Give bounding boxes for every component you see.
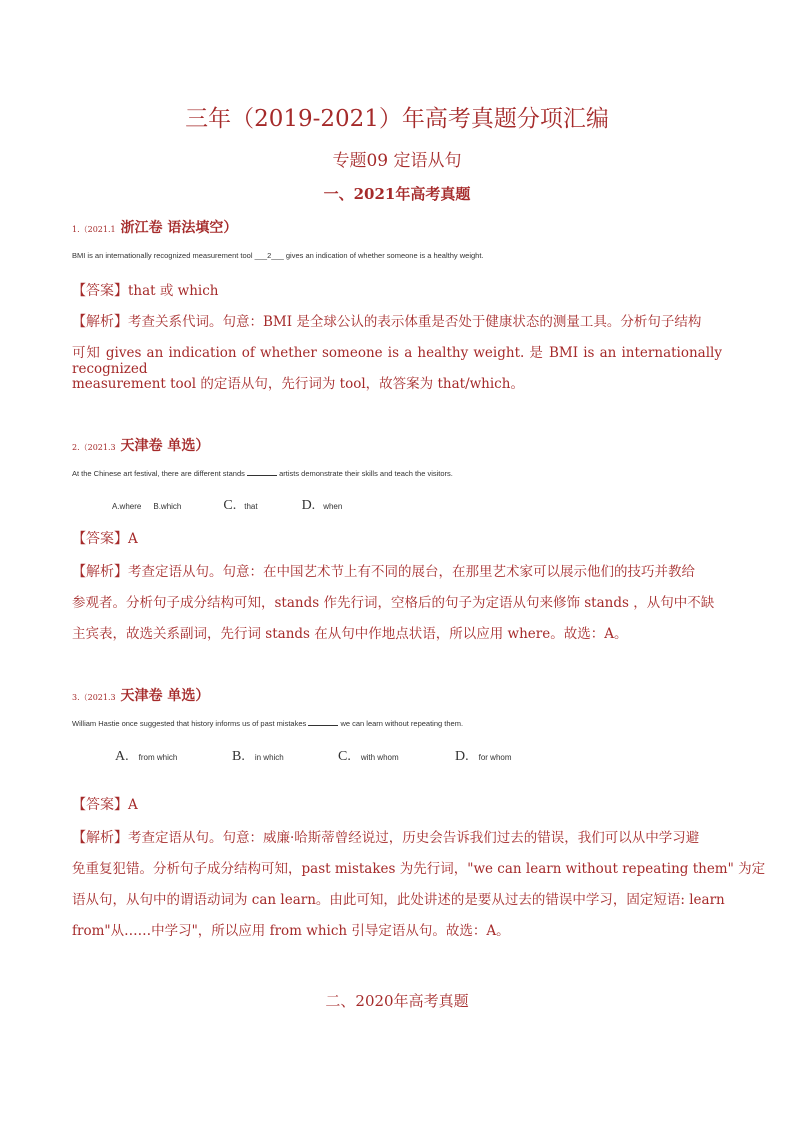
question-3-heading <box>72 685 209 705</box>
answer-blank <box>308 724 338 726</box>
question-3-source: 天津卷 单选） <box>120 688 210 704</box>
answer-label: 【答案】 <box>72 531 128 547</box>
question-2-stem-part-b: artists demonstrate their skills and teach the visitors. <box>279 469 453 478</box>
question-3-stem-part-a: William Hastie once suggested that history informs us of past mistakes <box>72 719 307 728</box>
option-letter: A. <box>115 749 129 764</box>
question-1-analysis-line-3: measurement tool 的定语从句，先行词为 tool，故答案为 that/which。 <box>72 376 524 392</box>
question-1-source: 浙江卷 语法填空） <box>120 220 238 236</box>
analysis-label: 【解析】 <box>72 830 128 846</box>
question-3-answer <box>72 794 138 814</box>
answer-value: A <box>128 531 138 547</box>
question-2-number: 2.（2021.3 <box>72 443 116 452</box>
answer-label: 【答案】 <box>72 283 128 299</box>
question-2-heading <box>72 435 209 455</box>
document-subtitle: 专题09 定语从句 <box>332 151 462 171</box>
question-1-analysis-line-1 <box>72 310 722 331</box>
question-1-analysis-line-2: 可知 gives an indication of whether someone is a healthy weight. 是 BMI is an internationally recognized <box>72 345 722 377</box>
question-3-option-a <box>115 747 177 765</box>
option-c-letter: C. <box>223 498 237 513</box>
question-2-source: 天津卷 单选） <box>120 438 210 454</box>
question-3-option-d <box>455 747 512 765</box>
option-text: from which <box>138 753 178 762</box>
option-letter: C. <box>338 749 351 764</box>
analysis-label: 【解析】 <box>72 564 128 580</box>
option-text: for whom <box>478 753 512 762</box>
option-b: B.which <box>153 502 182 511</box>
question-1-blank-number: 2 <box>267 251 272 260</box>
answer-value: that 或 which <box>128 283 219 299</box>
question-1-stem-part-a: BMI is an internationally recognized measurement tool ___ <box>72 251 268 260</box>
question-3-analysis-line-4: from"从……中学习"，所以应用 from which 引导定语从句。故选：A。 <box>72 923 510 939</box>
answer-blank <box>247 474 277 476</box>
question-2-analysis-line-3: 主宾表，故选关系副词，先行词 stands 在从句中作地点状语，所以应用 where。故选：A。 <box>72 626 628 642</box>
question-1-stem-part-b: ___ gives an indication of whether someone is a healthy weight. <box>271 251 484 260</box>
question-1-answer <box>72 279 219 300</box>
question-3-stem-part-b: we can learn without repeating them. <box>340 719 464 728</box>
question-3-stem <box>72 719 463 728</box>
question-3-number: 3.（2021.3 <box>72 693 116 702</box>
option-letter: B. <box>232 749 245 764</box>
option-d-letter: D. <box>301 498 316 513</box>
question-2-stem <box>72 469 453 478</box>
question-3-option-b <box>232 747 284 765</box>
option-letter: D. <box>455 749 469 764</box>
option-a: A.where <box>112 502 142 511</box>
analysis-label: 【解析】 <box>72 314 128 330</box>
question-1-number: 1.（2021.1 <box>72 225 116 234</box>
question-3-analysis-line-3: 语从句，从句中的谓语动词为 can learn。由此可知，此处讲述的是要从过去的错误中学习，固定短语: learn <box>72 892 725 908</box>
section-heading-2021: 一、2021年高考真题 <box>323 185 471 203</box>
question-1-stem <box>72 251 484 260</box>
question-2-stem-part-a: At the Chinese art festival, there are different stands <box>72 469 245 478</box>
section-heading-2020: 二、2020年高考真题 <box>325 992 469 1010</box>
question-3-option-c <box>338 747 399 765</box>
analysis-text: 考查定语从句。句意：在中国艺术节上有不同的展台，在那里艺术家可以展示他们的技巧并教给 <box>128 564 695 580</box>
option-c-text: that <box>244 502 258 511</box>
option-text: in which <box>254 753 284 762</box>
question-2-options <box>112 496 342 514</box>
question-3-analysis-line-1 <box>72 826 722 847</box>
answer-value: A <box>128 797 138 813</box>
option-text: with whom <box>360 753 399 762</box>
question-2-analysis-line-1 <box>72 560 722 581</box>
option-d-text: when <box>323 502 343 511</box>
question-2-analysis-line-2: 参观者。分析句子成分结构可知，stands 作先行词，空格后的句子为定语从句来修饰 stands ，从句中不缺 <box>72 595 715 611</box>
answer-label: 【答案】 <box>72 797 128 813</box>
question-2-answer <box>72 528 138 548</box>
analysis-text: 考查定语从句。句意：威廉·哈斯蒂曾经说过，历史会告诉我们过去的错误，我们可以从中学习避 <box>128 830 700 846</box>
analysis-text: 考查关系代词。句意：BMI 是全球公认的表示体重是否处于健康状态的测量工具。分析句子结构 <box>128 314 702 330</box>
document-title: 三年（2019-2021）年高考真题分项汇编 <box>185 106 609 132</box>
question-3-analysis-line-2: 免重复犯错。分析句子成分结构可知，past mistakes 为先行词，"we can learn without repeating them" 为定 <box>72 861 766 877</box>
question-1-heading <box>72 217 237 237</box>
